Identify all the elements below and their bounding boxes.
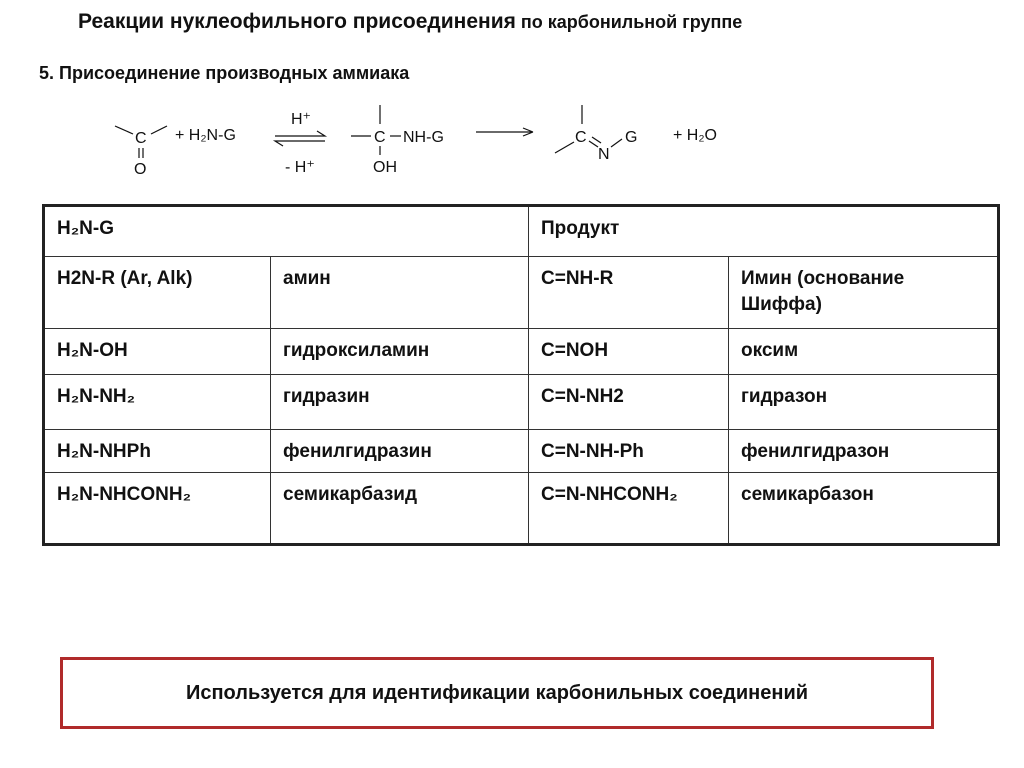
reagent-label: + H₂N-G	[175, 127, 236, 144]
table-header-row	[44, 206, 999, 257]
row-product-name: гидразон	[729, 374, 999, 429]
slide-title-tail: по карбонильной группе	[515, 12, 743, 32]
row-name: семикарбазид	[271, 472, 529, 544]
ammonia-derivatives-table	[42, 204, 1000, 546]
product-double-bond-a	[589, 141, 598, 147]
table-row	[44, 430, 999, 472]
callout-text: Используется для идентификации карбонильных соединений	[185, 682, 809, 704]
section-subtitle: 5. Присоединение производных аммиака	[39, 63, 410, 83]
slide-title-main: Реакции нуклеофильного присоединения	[78, 10, 516, 33]
equilibrium-arrow-forward	[275, 131, 325, 136]
product-bond-left	[555, 142, 574, 153]
product-carbon: C	[575, 129, 587, 146]
catalyst-forward: H⁺	[291, 111, 311, 128]
dehydration-arrow	[476, 128, 533, 136]
carbonyl-bond-right	[151, 126, 167, 134]
product-group: G	[625, 129, 638, 146]
product-nitrogen: N	[598, 146, 610, 163]
product-double-bond-b	[592, 137, 601, 143]
row-name: фенилгидразин	[271, 430, 529, 472]
intermediate-carbon: C	[374, 129, 386, 146]
carbonyl-oxygen: O	[134, 161, 147, 178]
row-product-formula: C=NH-R	[529, 257, 729, 328]
intermediate-group: NH-G	[403, 129, 444, 146]
row-name: гидроксиламин	[271, 328, 529, 374]
row-product-name: оксим	[729, 328, 999, 374]
carbonyl-bond-left	[115, 126, 133, 134]
row-product-name: семикарбазон	[729, 472, 999, 544]
table-row	[44, 374, 999, 429]
row-product-formula: C=NOH	[529, 328, 729, 374]
byproduct-label: + H₂O	[673, 127, 717, 144]
row-product-name: фенилгидразон	[729, 430, 999, 472]
row-formula: H₂N-NHCONH₂	[44, 472, 271, 544]
row-formula: H₂N-NHPh	[44, 430, 271, 472]
table-row	[44, 257, 999, 328]
table-row	[44, 328, 999, 374]
equilibrium-arrow-reverse	[275, 141, 325, 146]
row-name: гидразин	[271, 374, 529, 429]
intermediate-hydroxyl: OH	[373, 159, 397, 176]
product-bond-right	[611, 139, 622, 147]
catalyst-reverse: - H⁺	[285, 159, 315, 176]
row-product-formula: C=N-NH-Ph	[529, 430, 729, 472]
row-formula: H₂N-OH	[44, 328, 271, 374]
row-product-formula: C=N-NH2	[529, 374, 729, 429]
identification-callout	[60, 657, 934, 729]
carbonyl-carbon: C	[135, 130, 147, 147]
reaction-scheme	[95, 100, 755, 190]
row-formula: H₂N-NH₂	[44, 374, 271, 429]
slide-title	[78, 10, 742, 34]
header-product: Продукт	[529, 206, 999, 257]
header-reagent: H₂N-G	[44, 206, 529, 257]
row-formula: H2N-R (Ar, Alk)	[44, 257, 271, 328]
row-name: амин	[271, 257, 529, 328]
row-product-formula: C=N-NHCONH₂	[529, 472, 729, 544]
row-product-name: Имин (основание Шиффа)	[729, 257, 999, 328]
table-row	[44, 472, 999, 544]
